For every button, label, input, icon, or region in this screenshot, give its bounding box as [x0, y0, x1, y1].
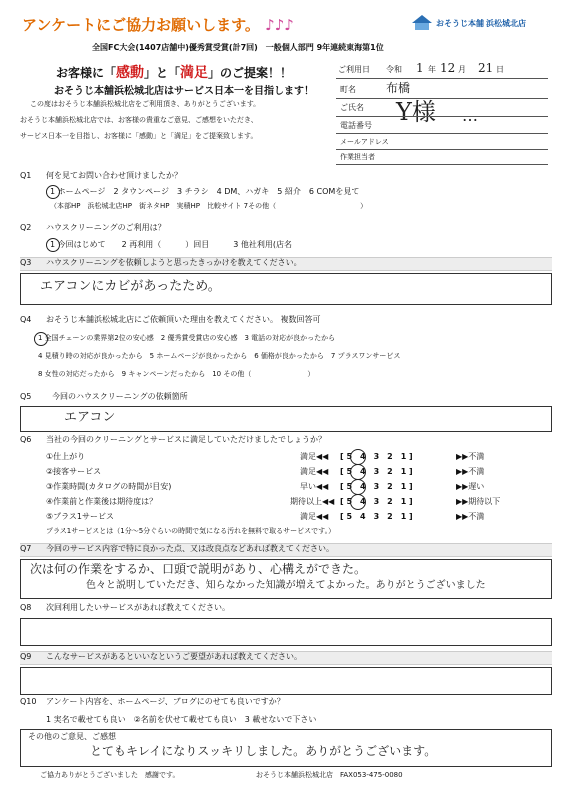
proposal-post: 」のご提案！！: [208, 66, 293, 80]
email-label: メールアドレス: [340, 138, 389, 146]
q4-question: おそうじ本舗浜松城北店にご依頼頂いた理由を教えてください。 複数回答可: [46, 315, 321, 324]
q6-row-4-right: ▶▶期待以下: [456, 497, 501, 506]
q6-row-1-selected-circle: [350, 449, 366, 465]
q6-row-2-scale: [ 5 4 3 2 1 ]: [340, 467, 413, 476]
q4-options-line-2: 4 見積り時の対応が良かったから 5 ホームページが良かったから 6 価格が良かったから 7 プラスワンサービス: [38, 352, 401, 360]
q8-question: 次回利用したいサービスがあれば教えてください。: [46, 603, 230, 612]
q2-question: ハウスクリーニングのご利用は？: [46, 223, 166, 232]
q5-number: Q5: [20, 392, 32, 401]
q6-row-2-label: ②接客サービス: [46, 467, 102, 476]
staff-underline: [336, 164, 548, 165]
era-label: 令和: [386, 65, 402, 74]
q10-question: アンケート内容を、ホームページ、ブログにのせても良いですか？: [46, 697, 285, 706]
q6-row-3-selected-circle: [350, 479, 366, 495]
q6-row-1-left: 満足◀◀: [300, 452, 329, 461]
q1-options: 1 ホームページ 2 タウンページ 3 チラシ 4 DM、ハガキ 5 紹介 6 COMを見て: [50, 187, 360, 196]
footer-thanks: ご協力ありがとうございました 感謝です。: [40, 771, 180, 779]
q2-number: Q2: [20, 223, 32, 232]
q10-number: Q10: [20, 697, 37, 706]
name-label: ご氏名: [340, 103, 364, 112]
q10-other-label: その他のご意見、ご感想: [28, 732, 116, 741]
q3-question: ハウスクリーニングを依頼しようと思ったきっかけを教えてください。: [46, 258, 302, 267]
q6-row-5-label: ⑤プラス1サービス: [46, 512, 115, 521]
impression-word: 感動: [116, 65, 145, 81]
q10-other-answer: とてもキレイになりスッキリしました。ありがとうございます。: [90, 744, 437, 758]
q10-options: 1 実名で載せても良い ②名前を伏せて載せても良い 3 載せないで下さい: [46, 715, 317, 724]
intro-line-2: おそうじ本舗浜松城北店では、お客様の貴重なご意見、ご感想をいただき、: [20, 116, 258, 124]
staff-label: 作業担当者: [340, 153, 375, 161]
q6-row-1-label: ①仕上がり: [46, 452, 86, 461]
q6-row-4-selected-circle: [350, 494, 366, 510]
phone-underline: [336, 133, 548, 134]
q7-answer-line-2: 色々と説明していただき、知らなかった知識が増えてよかった。ありがとうございました: [86, 580, 486, 591]
q6-row-3-label: ③作業時間(カタログの時間が目安): [46, 482, 172, 491]
q6-note: プラス1サービスとは（1分～5分ぐらいの時間で気になる汚れを無料で取るサービスです。）: [46, 527, 336, 535]
name-dots: …: [462, 106, 478, 125]
q6-row-3-scale: [ 5 4 3 2 1 ]: [340, 482, 413, 491]
proposal-heading: [56, 62, 292, 82]
q6-row-5-right: ▶▶不満: [456, 512, 485, 521]
company-logo: おそうじ本舗: [436, 19, 484, 28]
month-value: 12: [440, 61, 456, 75]
service-line: おそうじ本舗浜松城北店はサービス日本一を目指します！: [54, 86, 314, 97]
q8-number: Q8: [20, 603, 32, 612]
town-value: 布橋: [386, 81, 411, 95]
q2-selected-circle: [46, 238, 60, 252]
survey-title: [22, 14, 294, 35]
intro-line-1: この度はおそうじ本舗浜松城北店をご利用頂き、ありがとうございます。: [30, 100, 261, 108]
email-underline: [336, 149, 548, 150]
q6-row-1-scale: [ 5 4 3 2 1 ]: [340, 452, 413, 461]
q8-answer-box: [20, 618, 552, 646]
name-underline: [336, 116, 548, 117]
q6-row-1-right: ▶▶不満: [456, 452, 485, 461]
q6-row-4-label: ④作業前と作業後は期待度は？: [46, 497, 158, 506]
town-underline: [336, 98, 548, 99]
q1-selected-circle: [46, 185, 60, 199]
q3-number: Q3: [20, 258, 32, 267]
q7-answer-line-1: 次は何の作業をするか、口頭で説明があり、心構えができた。: [30, 562, 367, 576]
title-text: アンケートにご協力お願いします。: [22, 16, 260, 34]
q1-question: 何を見てお問い合わせ頂けましたか？: [46, 171, 182, 180]
q6-row-5-left: 満足◀◀: [300, 512, 329, 521]
year-value: 1: [416, 61, 424, 75]
proposal-pre: お客様に「: [56, 66, 117, 80]
q6-row-2-left: 満足◀◀: [300, 467, 329, 476]
phone-label: 電話番号: [340, 121, 372, 130]
day-value: 21: [478, 61, 494, 75]
q7-number: Q7: [20, 544, 32, 553]
name-value: Y様: [396, 98, 436, 126]
date-underline: [336, 78, 548, 79]
year-unit: 年: [428, 65, 436, 74]
q4-options-line-3: 8 女性の対応だったから 9 キャンペーンだったから 10 その他（ ）: [38, 370, 315, 378]
satisfaction-word: 満足: [180, 65, 209, 81]
day-unit: 日: [496, 65, 504, 74]
q4-options-line-1: 1 全国チェーンの業界第2位の安心感 2 優秀賞受賞店の安心感 3 電話の対応が良かったから: [38, 334, 336, 342]
branch-logo: 浜松城北店: [486, 19, 526, 28]
q6-row-4-left: 期待以上◀◀: [290, 497, 335, 506]
footer-contact: おそうじ本舗浜松城北店 FAX053-475-0080: [256, 771, 403, 779]
q9-number: Q9: [20, 652, 32, 661]
q2-options: 1 今回はじめて 2 再利用（ ）回目 3 他社利用(店名: [50, 240, 293, 249]
q1-sub-options: （本部HP 浜松城北店HP 街ネタHP 実積HP 比較サイト 7その他（ ）: [50, 202, 368, 210]
q6-row-2-selected-circle: [350, 464, 366, 480]
q6-row-2-right: ▶▶不満: [456, 467, 485, 476]
q6-question: 当社の今回のクリーニングとサービスに満足していただけましたでしょうか？: [46, 435, 326, 444]
house-logo-icon: [410, 14, 434, 30]
town-label: 町名: [340, 85, 356, 94]
q4-selected-circle: [34, 332, 48, 346]
q9-question: こんなサービスがあるといいなというご要望があれば教えてください。: [46, 652, 302, 661]
q6-row-3-right: ▶▶遅い: [456, 482, 485, 491]
award-text: 全国FC大会(1407店舗中)優秀賞受賞(計7回) 一般個人部門 9年連続東海第1位: [92, 43, 384, 52]
intro-line-3: サービス日本一を目指し、お客様に「感動」と「満足」をご提案致します。: [20, 132, 258, 140]
q6-number: Q6: [20, 435, 32, 444]
q6-row-3-left: 早い◀◀: [300, 482, 329, 491]
month-unit: 月: [458, 65, 466, 74]
music-notes: ♪♪♪: [265, 16, 294, 34]
q6-row-5-scale: [ 5 4 3 2 1 ]: [340, 512, 413, 521]
q9-answer-box: [20, 667, 552, 695]
date-label: ご利用日: [338, 65, 370, 74]
q4-number: Q4: [20, 315, 32, 324]
q5-question: 今回のハウスクリーニングの依頼箇所: [52, 392, 188, 401]
proposal-and: 」と「: [144, 66, 181, 80]
q5-answer: エアコン: [64, 410, 116, 425]
q6-row-4-scale: [ 5 4 3 2 1 ]: [340, 497, 413, 506]
q3-answer: エアコンにカビがあったため。: [40, 279, 221, 294]
q1-number: Q1: [20, 171, 32, 180]
q7-question: 今回のサービス内容で特に良かった点、又は改良点などあれば教えてください。: [46, 544, 334, 553]
